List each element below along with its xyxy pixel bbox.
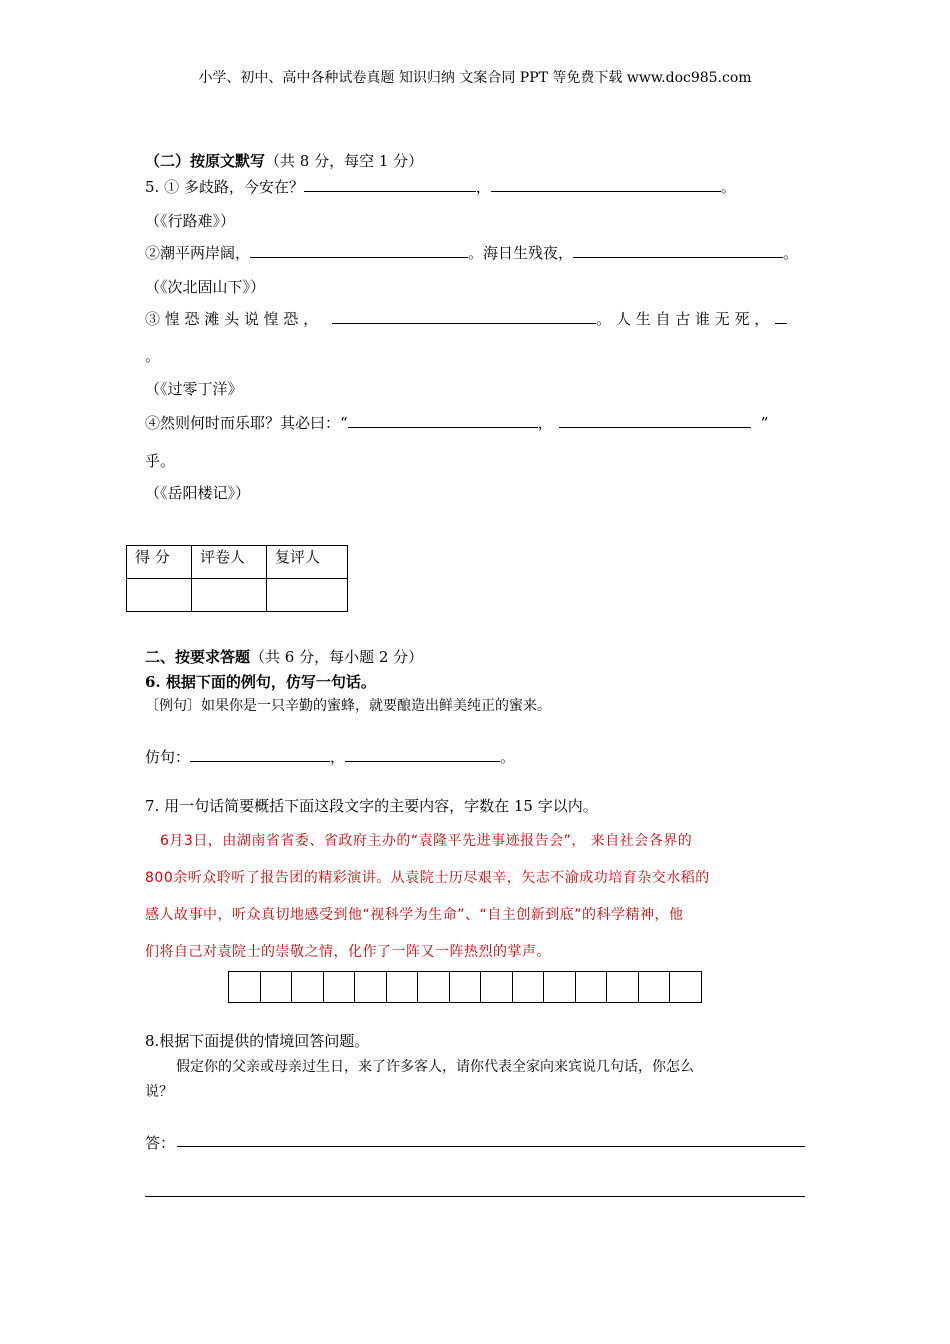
answer-box[interactable] (261, 972, 293, 1002)
q8-text-cont: 说？ (145, 1084, 173, 1100)
q7-passage-line: 感人故事中，听众真切地感受到他“视科学为生命”、“自主创新到底”的科学精神，他 (145, 907, 684, 923)
punct-comma: ， (537, 414, 553, 432)
page-header: 小学、初中、高中各种试卷真题 知识归纳 文案合同 PPT 等免费下载 www.doc985.com (198, 70, 752, 86)
question-5-1 (145, 176, 736, 197)
question-5-3 (145, 308, 787, 329)
question-5-4 (145, 412, 768, 433)
q5-4-source: （《岳阳楼记》） (145, 484, 251, 502)
q5-3-prompt: ③ 惶 恐 滩 头 说 惶 恐 ， (145, 310, 319, 328)
answer-box[interactable] (513, 972, 545, 1002)
section-2-heading (145, 646, 423, 667)
answer-box[interactable] (670, 972, 701, 1002)
section-2-title: 二、按要求答题 (145, 648, 251, 666)
close-quote: ” (760, 414, 769, 432)
q6-answer (145, 746, 515, 767)
reviewer-cell[interactable] (267, 579, 348, 612)
score-cell[interactable] (127, 579, 192, 612)
answer-box[interactable] (450, 972, 482, 1002)
score-table (126, 545, 348, 612)
answer-blank[interactable] (348, 413, 538, 428)
answer-blank[interactable] (345, 747, 500, 762)
q5-1-source: （《行路难》） (145, 212, 236, 230)
q5-3-mid: 。 人 生 自 古 谁 无 死 ， (596, 310, 770, 328)
answer-box[interactable] (418, 972, 450, 1002)
q8-text: 假定你的父亲或母亲过生日，来了许多客人，请你代表全家向来宾说几句话，你怎么 (176, 1059, 694, 1075)
answer-blank[interactable] (190, 747, 330, 762)
q5-2-mid: 。海日生残夜， (468, 244, 574, 262)
q8-title: 8.根据下面提供的情境回答问题。 (145, 1032, 370, 1050)
q5-2-prompt: ②潮平两岸阔， (145, 244, 251, 262)
section-1-score: （共 8 分，每空 1 分） (265, 152, 424, 170)
answer-box-grid[interactable] (228, 971, 702, 1003)
punct-period: 。 (783, 244, 799, 262)
q6-title: 6. 根据下面的例句，仿写一句话。 (145, 673, 376, 691)
q7-title: 7. 用一句话简要概括下面这段文字的主要内容，字数在 15 字以内。 (145, 797, 598, 815)
section-1-title: （二）按原文默写 (145, 152, 266, 170)
score-header: 得 分 (127, 546, 192, 579)
section-2-score: （共 6 分，每小题 2 分） (250, 648, 424, 666)
punct-comma: ， (475, 178, 491, 196)
answer-box[interactable] (292, 972, 324, 1002)
answer-box[interactable] (229, 972, 261, 1002)
answer-box[interactable] (355, 972, 387, 1002)
answer-blank[interactable] (559, 413, 751, 428)
punct-period: 。 (500, 748, 516, 766)
q6-example: 〔例句〕如果你是一只辛勤的蜜蜂，就要酿造出鲜美纯正的蜜来。 (145, 698, 551, 714)
section-1-heading (145, 150, 423, 171)
answer-blank[interactable] (775, 309, 787, 324)
q5-2-source: （《次北固山下》） (145, 278, 266, 296)
punct-comma: ， (330, 748, 346, 766)
q5-1-prompt: 5. ① 多歧路，今安在？ (145, 178, 304, 196)
q5-4-prompt: ④然则何时而乐耶？其必曰：“ (145, 414, 348, 432)
answer-box[interactable] (324, 972, 356, 1002)
answer-blank[interactable] (491, 177, 721, 192)
grader-header: 评卷人 (192, 546, 267, 579)
answer-line[interactable] (177, 1146, 805, 1147)
answer-box[interactable] (387, 972, 419, 1002)
q7-passage-line: 6月3日，由湖南省省委、省政府主办的“袁隆平先进事迹报告会”， 来自社会各界的 (160, 833, 693, 849)
q7-passage-line: 800余听众聆听了报告团的精彩演讲。从袁院士历尽艰辛，矢志不渝成功培育杂交水稻的 (145, 870, 710, 886)
q5-4-suffix: 乎。 (145, 452, 176, 470)
answer-blank[interactable] (573, 243, 783, 258)
grader-cell[interactable] (192, 579, 267, 612)
answer-blank[interactable] (250, 243, 468, 258)
q6-answer-label: 仿句： (145, 748, 191, 766)
answer-blank[interactable] (332, 309, 596, 324)
answer-blank[interactable] (304, 177, 476, 192)
q5-3-source: （《过零丁洋》 (145, 380, 243, 398)
answer-box[interactable] (639, 972, 671, 1002)
reviewer-header: 复评人 (267, 546, 348, 579)
answer-box[interactable] (481, 972, 513, 1002)
q8-answer-label: 答： (145, 1134, 176, 1152)
answer-line[interactable] (145, 1196, 805, 1197)
question-5-2 (145, 242, 798, 263)
q5-3-period: 。 (145, 347, 161, 365)
answer-box[interactable] (576, 972, 608, 1002)
q7-passage-line: 们将自己对袁院士的崇敬之情，化作了一阵又一阵热烈的掌声。 (145, 944, 551, 960)
answer-box[interactable] (607, 972, 639, 1002)
answer-box[interactable] (544, 972, 576, 1002)
punct-period: 。 (720, 178, 736, 196)
